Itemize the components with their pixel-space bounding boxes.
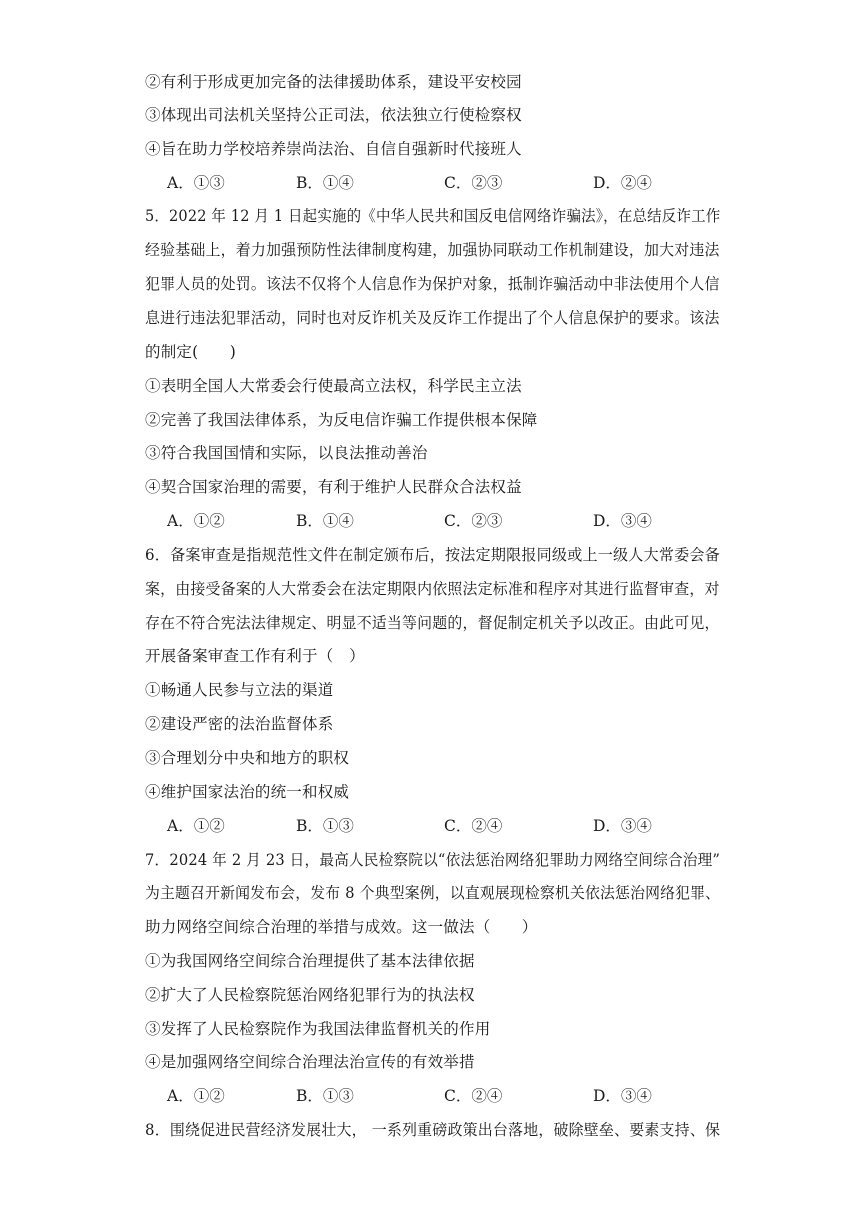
q6-statement-2: ②建设严密的法治监督体系	[145, 715, 334, 733]
q7-option-b: B．①③	[296, 1087, 354, 1105]
q5-stem-line: 的制定( )	[145, 343, 236, 361]
q5-option-c: C．②③	[444, 512, 503, 530]
q5-stem-line: 5．2022 年 12 月 1 日起实施的《中华人民共和国反电信网络诈骗法》，在总结反诈工作	[145, 207, 721, 225]
q7-statement-4: ④是加强网络空间综合治理法治宣传的有效举措	[145, 1053, 475, 1071]
q5-option-b: B．①④	[296, 512, 354, 530]
q7-statement-2: ②扩大了人民检察院惩治网络犯罪行为的执法权	[145, 986, 475, 1004]
q4-statement-4: ④旨在助力学校培养崇尚法治、自信自强新时代接班人	[145, 140, 522, 158]
q6-statement-4: ④维护国家法治的统一和权威	[145, 783, 350, 801]
q6-statement-3: ③合理划分中央和地方的职权	[145, 749, 350, 767]
q4-option-b: B．①④	[296, 174, 354, 192]
q7-stem-line: 为主题召开新闻发布会，发布 8 个典型案例，以直观展现检察机关依法惩治网络犯罪、	[145, 884, 721, 902]
q5-statement-1: ①表明全国人大常委会行使最高立法权，科学民主立法	[145, 377, 522, 395]
q6-statement-1: ①畅通人民参与立法的渠道	[145, 681, 334, 699]
q8-stem-line: 8．围绕促进民营经济发展壮大， 一系列重磅政策出台落地，破除壁垒、要素支持、保	[145, 1121, 721, 1139]
q5-stem-line: 息进行违法犯罪活动，同时也对反诈机关及反诈工作提出了个人信息保护的要求。该法	[145, 309, 720, 327]
q4-option-d: D．②④	[593, 174, 652, 192]
q5-option-d: D．③④	[593, 512, 652, 530]
q5-statement-2: ②完善了我国法律体系，为反电信诈骗工作提供根本保障	[145, 411, 538, 429]
q5-stem-line: 经验基础上，着力加强预防性法律制度构建，加强协同联动工作机制建设，加大对违法	[145, 241, 720, 259]
q6-option-d: D．③④	[593, 817, 652, 835]
q6-stem-line: 存在不符合宪法法律规定、明显不适当等问题的，督促制定机关予以改正。由此可见，	[145, 614, 720, 632]
q7-stem-line: 助力网络空间综合治理的举措与成效。这一做法（ ）	[145, 918, 538, 936]
q7-option-c: C．②④	[444, 1087, 503, 1105]
q6-stem-line: 6．备案审查是指规范性文件在制定颁布后，按法定期限报同级或上一级人大常委会备	[145, 546, 720, 564]
q5-option-a: A．①②	[167, 512, 225, 530]
q7-statement-3: ③发挥了人民检察院作为我国法律监督机关的作用	[145, 1020, 491, 1038]
q6-stem-line: 开展备案审查工作有利于（ ）	[145, 647, 365, 665]
q4-option-a: A．①③	[167, 174, 225, 192]
q7-option-a: A．①②	[167, 1087, 225, 1105]
q5-statement-4: ④契合国家治理的需要，有利于维护人民群众合法权益	[145, 478, 522, 496]
q4-statement-3: ③体现出司法机关坚持公正司法，依法独立行使检察权	[145, 106, 522, 124]
q6-option-b: B．①③	[296, 817, 354, 835]
q6-option-a: A．①②	[167, 817, 225, 835]
q7-option-d: D．③④	[593, 1087, 652, 1105]
q5-statement-3: ③符合我国国情和实际，以良法推动善治	[145, 444, 428, 462]
q6-stem-line: 案，由接受备案的人大常委会在法定期限内依照法定标准和程序对其进行监督审查，对	[145, 580, 720, 598]
q6-option-c: C．②④	[444, 817, 503, 835]
q4-statement-2: ②有利于形成更加完备的法律援助体系，建设平安校园	[145, 73, 522, 91]
q7-stem-line: 7．2024 年 2 月 23 日，最高人民检察院以“依法惩治网络犯罪助力网络空间综合治理”	[145, 851, 721, 869]
q7-statement-1: ①为我国网络空间综合治理提供了基本法律依据	[145, 952, 475, 970]
q5-stem-line: 犯罪人员的处罚。该法不仅将个人信息作为保护对象，抵制诈骗活动中非法使用个人信	[145, 275, 720, 293]
q4-option-c: C．②③	[444, 174, 503, 192]
